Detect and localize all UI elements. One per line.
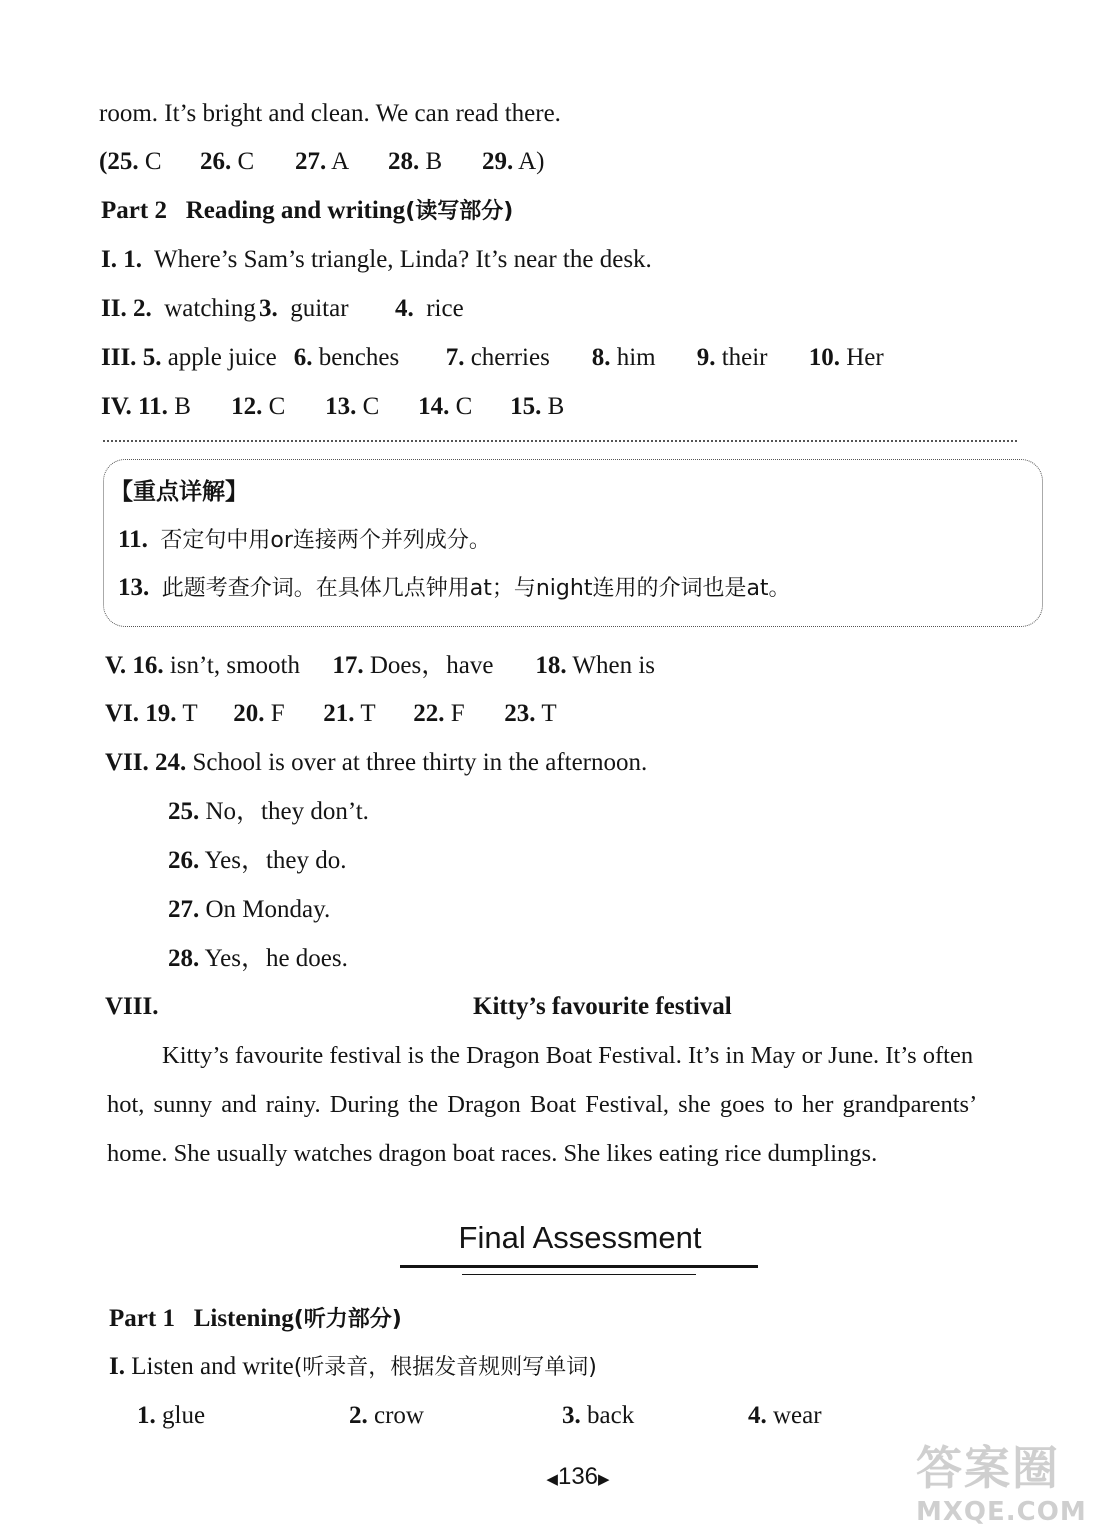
key-point-text: 此题考查介词。在具体几点钟用at；与night连用的介词也是at。 [161,576,791,601]
q-num: 11. [138,393,168,420]
key-point [118,572,791,605]
q-num: 13. [325,393,357,420]
left-triangle-icon: ◀ [546,1471,558,1488]
q-ans: Where’s Sam’s triangle, Linda? It’s near the desk. [154,246,652,273]
q-num: 26. [168,847,200,874]
dotted-divider [103,440,1017,442]
section-viii-label [105,991,159,1023]
q-ans: him [616,344,656,371]
section-title: Listen and write [131,1353,294,1380]
final-assessment-title: Final Assessment [458,1220,702,1255]
section-i [101,244,652,276]
q-num: 1. [137,1402,156,1429]
q-num: 21. [323,700,355,727]
section-roman: VI. [105,700,140,727]
section-ii [101,293,464,325]
q-num: 14. [418,393,450,420]
q-ans: isn’t, smooth [169,652,300,679]
list-item [168,943,348,975]
title-underline-thick [400,1265,758,1268]
list-item [168,894,330,926]
part-title-cn: (读写部分) [405,199,514,224]
page-number [538,1462,618,1495]
part-title-cn: (听力部分) [293,1307,402,1332]
page-number-text: 136 [557,1463,599,1490]
part-heading [101,195,513,228]
part-label: Part 1 [109,1305,175,1332]
q-ans: T [541,700,557,727]
list-item [168,845,347,877]
q-num: 16. [132,652,164,679]
right-triangle-icon: ▶ [598,1471,610,1488]
q-num: 10. [808,344,840,371]
essay-line: hot, sunny and rainy. During the Dragon Boat Festival, she goes to her grandparents’ [107,1091,978,1118]
q-num: 13. [118,574,150,601]
q-ans: C [362,393,380,420]
q-num: 8. [591,344,611,371]
q-ans: When is [572,652,656,679]
q-num: 3. [258,295,278,322]
q-num: 22. [413,700,445,727]
q-num: 2. [349,1402,368,1429]
section-roman: III. [101,344,137,371]
q-ans: apple juice [167,344,277,371]
q-ans: glue [162,1402,206,1429]
section-roman: I. [109,1353,125,1380]
key-point [118,524,491,557]
q-ans: School is over at three thirty in the afternoon. [192,749,648,776]
q-num: 18. [535,652,567,679]
q-ans: A) [518,148,545,175]
q-num: 17. [332,652,364,679]
q-ans: F [450,700,465,727]
q-ans: T [182,700,198,727]
q-num: 5. [142,344,162,371]
q-ans: benches [318,344,400,371]
q-ans: guitar [290,295,349,322]
q-ans: C [455,393,473,420]
q-num: 27. [168,896,200,923]
q-num: 28. [388,148,420,175]
q-num: 20. [233,700,265,727]
q-ans: On Monday. [205,896,331,923]
part-heading [109,1303,402,1336]
q-num: 27. [295,148,327,175]
list-item [168,796,369,828]
answer-row [99,146,545,178]
section-i [109,1351,597,1384]
section-vii [105,747,647,779]
q-num: 6. [293,344,313,371]
q-num: 7. [445,344,465,371]
q-num: 9. [696,344,716,371]
section-roman: VIII. [105,993,159,1020]
section-iii [101,342,884,374]
q-num: 12. [231,393,263,420]
q-ans: C [237,148,255,175]
q-ans: C [268,393,286,420]
section-v [105,650,655,682]
watermark-text: 答案圈 [916,1441,1060,1495]
title-underline-thin [462,1274,696,1275]
q-ans: A [331,148,350,175]
q-ans: watching [164,295,256,322]
q-ans: their [721,344,768,371]
q-num: 25. [168,798,200,825]
essay-title [473,991,732,1023]
section-vi [105,698,557,730]
q-num: 3. [562,1402,581,1429]
section-roman: I. [101,246,117,273]
q-ans: C [144,148,162,175]
section-iv [101,391,564,423]
q-ans: Yes，they do. [204,847,347,874]
q-ans: B [174,393,191,420]
q-num: 15. [510,393,542,420]
essay-line: home. She usually watches dragon boat races. She likes eating rice dumplings. [107,1140,878,1167]
key-point-text: 否定句中用or连接两个并列成分。 [160,528,491,553]
q-num: 11. [118,526,148,553]
q-num: 1. [123,246,142,273]
q-num: 4. [394,295,414,322]
part-title: Listening [193,1305,294,1332]
part-title: Reading and writing [185,197,406,224]
q-ans: rice [426,295,464,322]
part-label: Part 2 [101,197,167,224]
q-num: 2. [132,295,152,322]
q-ans: B [425,148,443,175]
key-points-heading: 【重点详解】 [110,479,248,505]
q-ans: wear [773,1402,822,1429]
q-num: (25. [99,148,139,175]
words-row [137,1400,822,1432]
section-roman: IV. [101,393,132,420]
q-ans: back [587,1402,635,1429]
q-num: 4. [748,1402,767,1429]
watermark [904,1440,1094,1536]
essay-line: Kitty’s favourite festival is the Dragon Boat Festival. It’s in May or June. It’s often [162,1042,974,1069]
q-num: 29. [482,148,514,175]
text-line: room. It’s bright and clean. We can read there. [99,100,561,127]
section-roman: V. [105,652,127,679]
essay-title-text: Kitty’s favourite festival [473,993,732,1020]
q-ans: B [547,393,565,420]
q-ans: Her [846,344,884,371]
q-num: 26. [200,148,232,175]
q-num: 23. [504,700,536,727]
section-title-cn: (听录音，根据发音规则写单词) [293,1355,597,1380]
q-num: 28. [168,945,200,972]
section-roman: II. [101,295,127,322]
q-ans: F [270,700,285,727]
q-ans: Yes，he does. [204,945,348,972]
q-num: 19. [145,700,177,727]
q-num: 24. [155,749,187,776]
q-ans: crow [374,1402,424,1429]
q-ans: T [360,700,376,727]
section-roman: VII. [105,749,149,776]
watermark-url: MXQE.COM [916,1497,1087,1527]
q-ans: Does，have [369,652,494,679]
q-ans: cherries [470,344,550,371]
q-ans: No，they don’t. [205,798,369,825]
